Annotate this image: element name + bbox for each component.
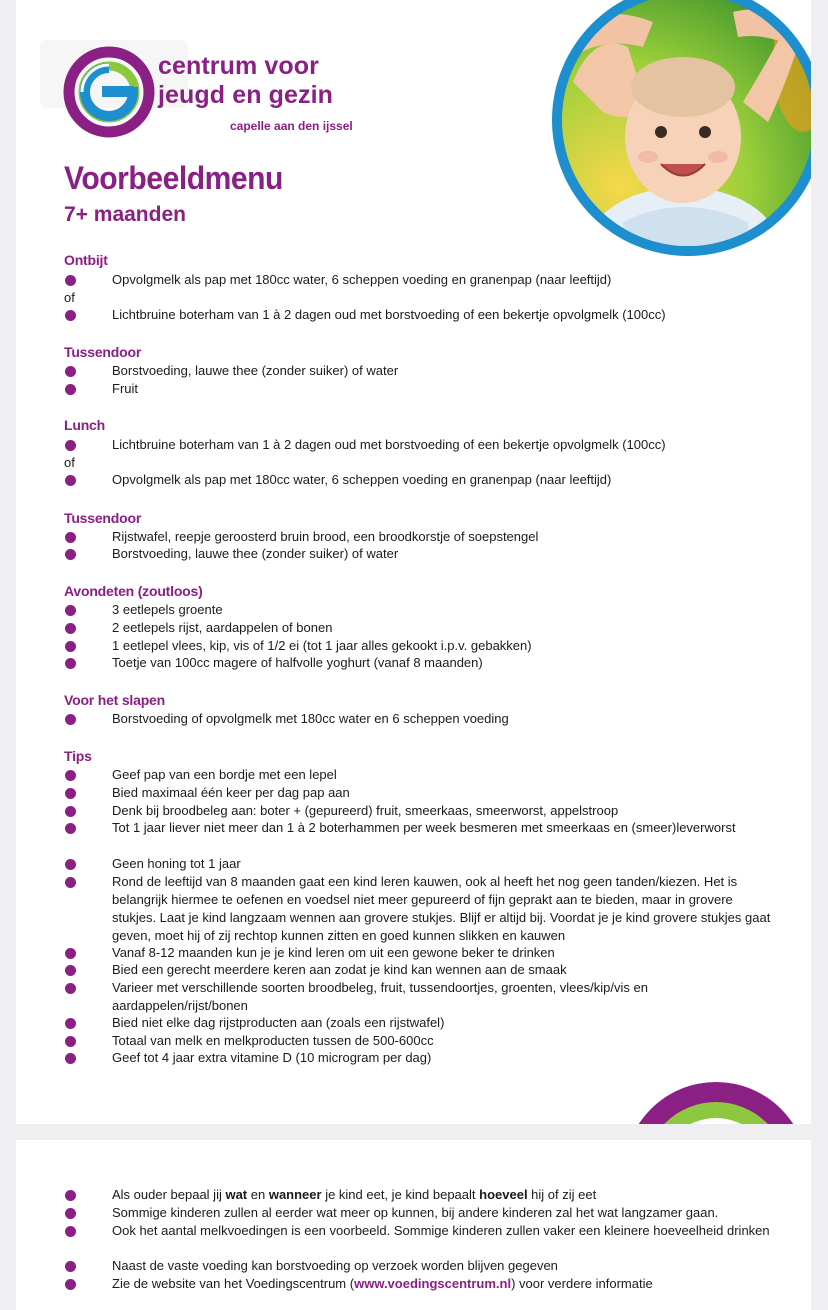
logo-line-2: jeugd en gezin <box>158 81 334 109</box>
tip-item: Rond de leeftijd van 8 maanden gaat een kind leren kauwen, ook al heeft het nog geen tanden/kiezen. Het is belangrijk hiermee te oefenen en voedsel niet meer gepureerd of fijn geprakt aan te bieden, maar in grovere stukjes. Laat je kind langzaam wennen aan grovere stukjes. Blijf er altijd bij. Voordat je je kind grovere stukjes gaat geven, moet hij of zij rechtop kunnen zitten en goed kunnen slikken en kauwen <box>112 874 771 943</box>
list-item: Lichtbruine boterham van 1 à 2 dagen oud met borstvoeding of een bekertje opvolgmelk (100cc) <box>112 307 666 322</box>
emphasis-wanneer: wanneer <box>268 1187 322 1202</box>
text-fragment: hij of zij eet <box>527 1187 597 1202</box>
section-heading-voor-het-slapen: Voor het slapen <box>64 692 165 708</box>
emphasis-wat: wat <box>225 1187 248 1202</box>
list-item: 2 eetlepels rijst, aardappelen of bonen <box>112 620 333 635</box>
bullet-icon <box>65 366 76 377</box>
tip-item: Varieer met verschillende soorten broodbeleg, fruit, tussendoortjes, groenten, vlees/kip/vis en aardappelen/rijst/bonen <box>112 980 648 1013</box>
list-item: Lichtbruine boterham van 1 à 2 dagen oud met borstvoeding of een bekertje opvolgmelk (100cc) <box>112 437 666 452</box>
text-fragment: Als ouder bepaal jij <box>112 1187 226 1202</box>
logo-subtitle: capelle aan den ijssel <box>230 119 353 133</box>
bullet-icon <box>65 983 76 994</box>
text-fragment: en <box>247 1187 269 1202</box>
tip-item: Bied maximaal één keer per dag pap aan <box>112 785 350 800</box>
tip-item: Geef pap van een bordje met een lepel <box>112 767 337 782</box>
section-heading-ontbijt: Ontbijt <box>64 252 108 268</box>
or-label: of <box>64 455 75 470</box>
bullet-icon <box>65 605 76 616</box>
baby-photo <box>533 0 811 270</box>
closing-item: Naast de vaste voeding kan borstvoeding op verzoek worden blijven gegeven <box>112 1258 558 1273</box>
section-heading-avondeten: Avondeten (zoutloos) <box>64 583 203 599</box>
tip-item: Tot 1 jaar liever niet meer dan 1 à 2 boterhammen per week besmeren met smeerkaas en (smeer)leverworst <box>112 820 736 835</box>
bullet-icon <box>65 714 76 725</box>
bullet-icon <box>65 1053 76 1064</box>
list-item: 1 eetlepel vlees, kip, vis of 1/2 ei (tot 1 jaar alles gekookt i.p.v. gebakken) <box>112 638 532 653</box>
tip-item: Bied een gerecht meerdere keren aan zodat je kind kan wennen aan de smaak <box>112 962 567 977</box>
bullet-icon <box>65 1261 76 1272</box>
bullet-icon <box>65 877 76 888</box>
closing-item <box>112 1186 772 1203</box>
bullet-icon <box>65 623 76 634</box>
list-item: Toetje van 100cc magere of halfvolle yoghurt (vanaf 8 maanden) <box>112 655 483 670</box>
section-heading-tussendoor: Tussendoor <box>64 344 142 360</box>
text-fragment: ) voor verdere informatie <box>511 1276 653 1291</box>
emphasis-hoeveel: hoeveel <box>479 1187 528 1202</box>
page-title: Voorbeeldmenu <box>64 160 283 196</box>
section-heading-lunch: Lunch <box>64 417 105 433</box>
bullet-icon <box>65 806 76 817</box>
page-subtitle: 7+ maanden <box>64 203 186 226</box>
tip-item: Totaal van melk en melkproducten tussen de 500-600cc <box>112 1033 434 1048</box>
bullet-icon <box>65 859 76 870</box>
closing-item: Sommige kinderen zullen al eerder wat meer op kunnen, bij andere kinderen zal het wat langzamer gaan. <box>112 1205 719 1220</box>
or-label: of <box>64 290 75 305</box>
logo-wordmark <box>158 52 333 110</box>
text-fragment: je kind eet, je kind bepaalt <box>321 1187 480 1202</box>
bullet-icon <box>65 823 76 834</box>
page-2 <box>16 1140 811 1310</box>
list-item: Borstvoeding, lauwe thee (zonder suiker) of water <box>112 363 399 378</box>
text-fragment: Zie de website van het Voedingscentrum ( <box>112 1276 355 1291</box>
tip-item: Vanaf 8-12 maanden kun je je kind leren om uit een gewone beker te drinken <box>112 945 555 960</box>
tip-item: Geen honing tot 1 jaar <box>112 856 241 871</box>
bullet-icon <box>65 1190 76 1201</box>
bullet-icon <box>65 1208 76 1219</box>
tip-item: Geef tot 4 jaar extra vitamine D (10 microgram per dag) <box>112 1050 432 1065</box>
section-heading-tips: Tips <box>64 748 92 764</box>
bullet-icon <box>65 1036 76 1047</box>
bullet-icon <box>65 1018 76 1029</box>
bullet-icon <box>65 549 76 560</box>
menu-page <box>16 0 811 1124</box>
closing-item: Ook het aantal melkvoedingen is een voorbeeld. Sommige kinderen zullen vaker een kleinere hoeveelheid drinken <box>112 1223 770 1238</box>
list-item: Rijstwafel, reepje geroosterd bruin brood, een broodkorstje of soepstengel <box>112 529 539 544</box>
list-item: Opvolgmelk als pap met 180cc water, 6 scheppen voeding en granenpap (naar leeftijd) <box>112 472 612 487</box>
tip-item: Denk bij broodbeleg aan: boter + (gepureerd) fruit, smeerkaas, smeerworst, appelstroop <box>112 803 619 818</box>
decorative-arc-icon <box>626 1074 806 1124</box>
bullet-icon <box>65 310 76 321</box>
list-item: Borstvoeding of opvolgmelk met 180cc water en 6 scheppen voeding <box>112 711 509 726</box>
closing-item <box>112 1275 772 1292</box>
bullet-icon <box>65 275 76 286</box>
bullet-icon <box>65 1226 76 1237</box>
bullet-icon <box>65 788 76 799</box>
cjg-logo-icon <box>62 46 156 138</box>
bullet-icon <box>65 641 76 652</box>
bullet-icon <box>65 440 76 451</box>
list-item: Borstvoeding, lauwe thee (zonder suiker) of water <box>112 546 399 561</box>
bullet-icon <box>65 948 76 959</box>
bullet-icon <box>65 965 76 976</box>
bullet-icon <box>65 770 76 781</box>
section-heading-tussendoor-2: Tussendoor <box>64 510 142 526</box>
bullet-icon <box>65 532 76 543</box>
list-item: Fruit <box>112 381 138 396</box>
bullet-icon <box>65 658 76 669</box>
bullet-icon <box>65 1279 76 1290</box>
voedingscentrum-link[interactable]: www.voedingscentrum.nl <box>354 1276 512 1291</box>
list-item: 3 eetlepels groente <box>112 602 223 617</box>
list-item: Opvolgmelk als pap met 180cc water, 6 scheppen voeding en granenpap (naar leeftijd) <box>112 272 612 287</box>
tip-item: Bied niet elke dag rijstproducten aan (zoals een rijstwafel) <box>112 1015 445 1030</box>
bullet-icon <box>65 384 76 395</box>
bullet-icon <box>65 475 76 486</box>
logo-line-1: centrum voor <box>158 52 319 80</box>
